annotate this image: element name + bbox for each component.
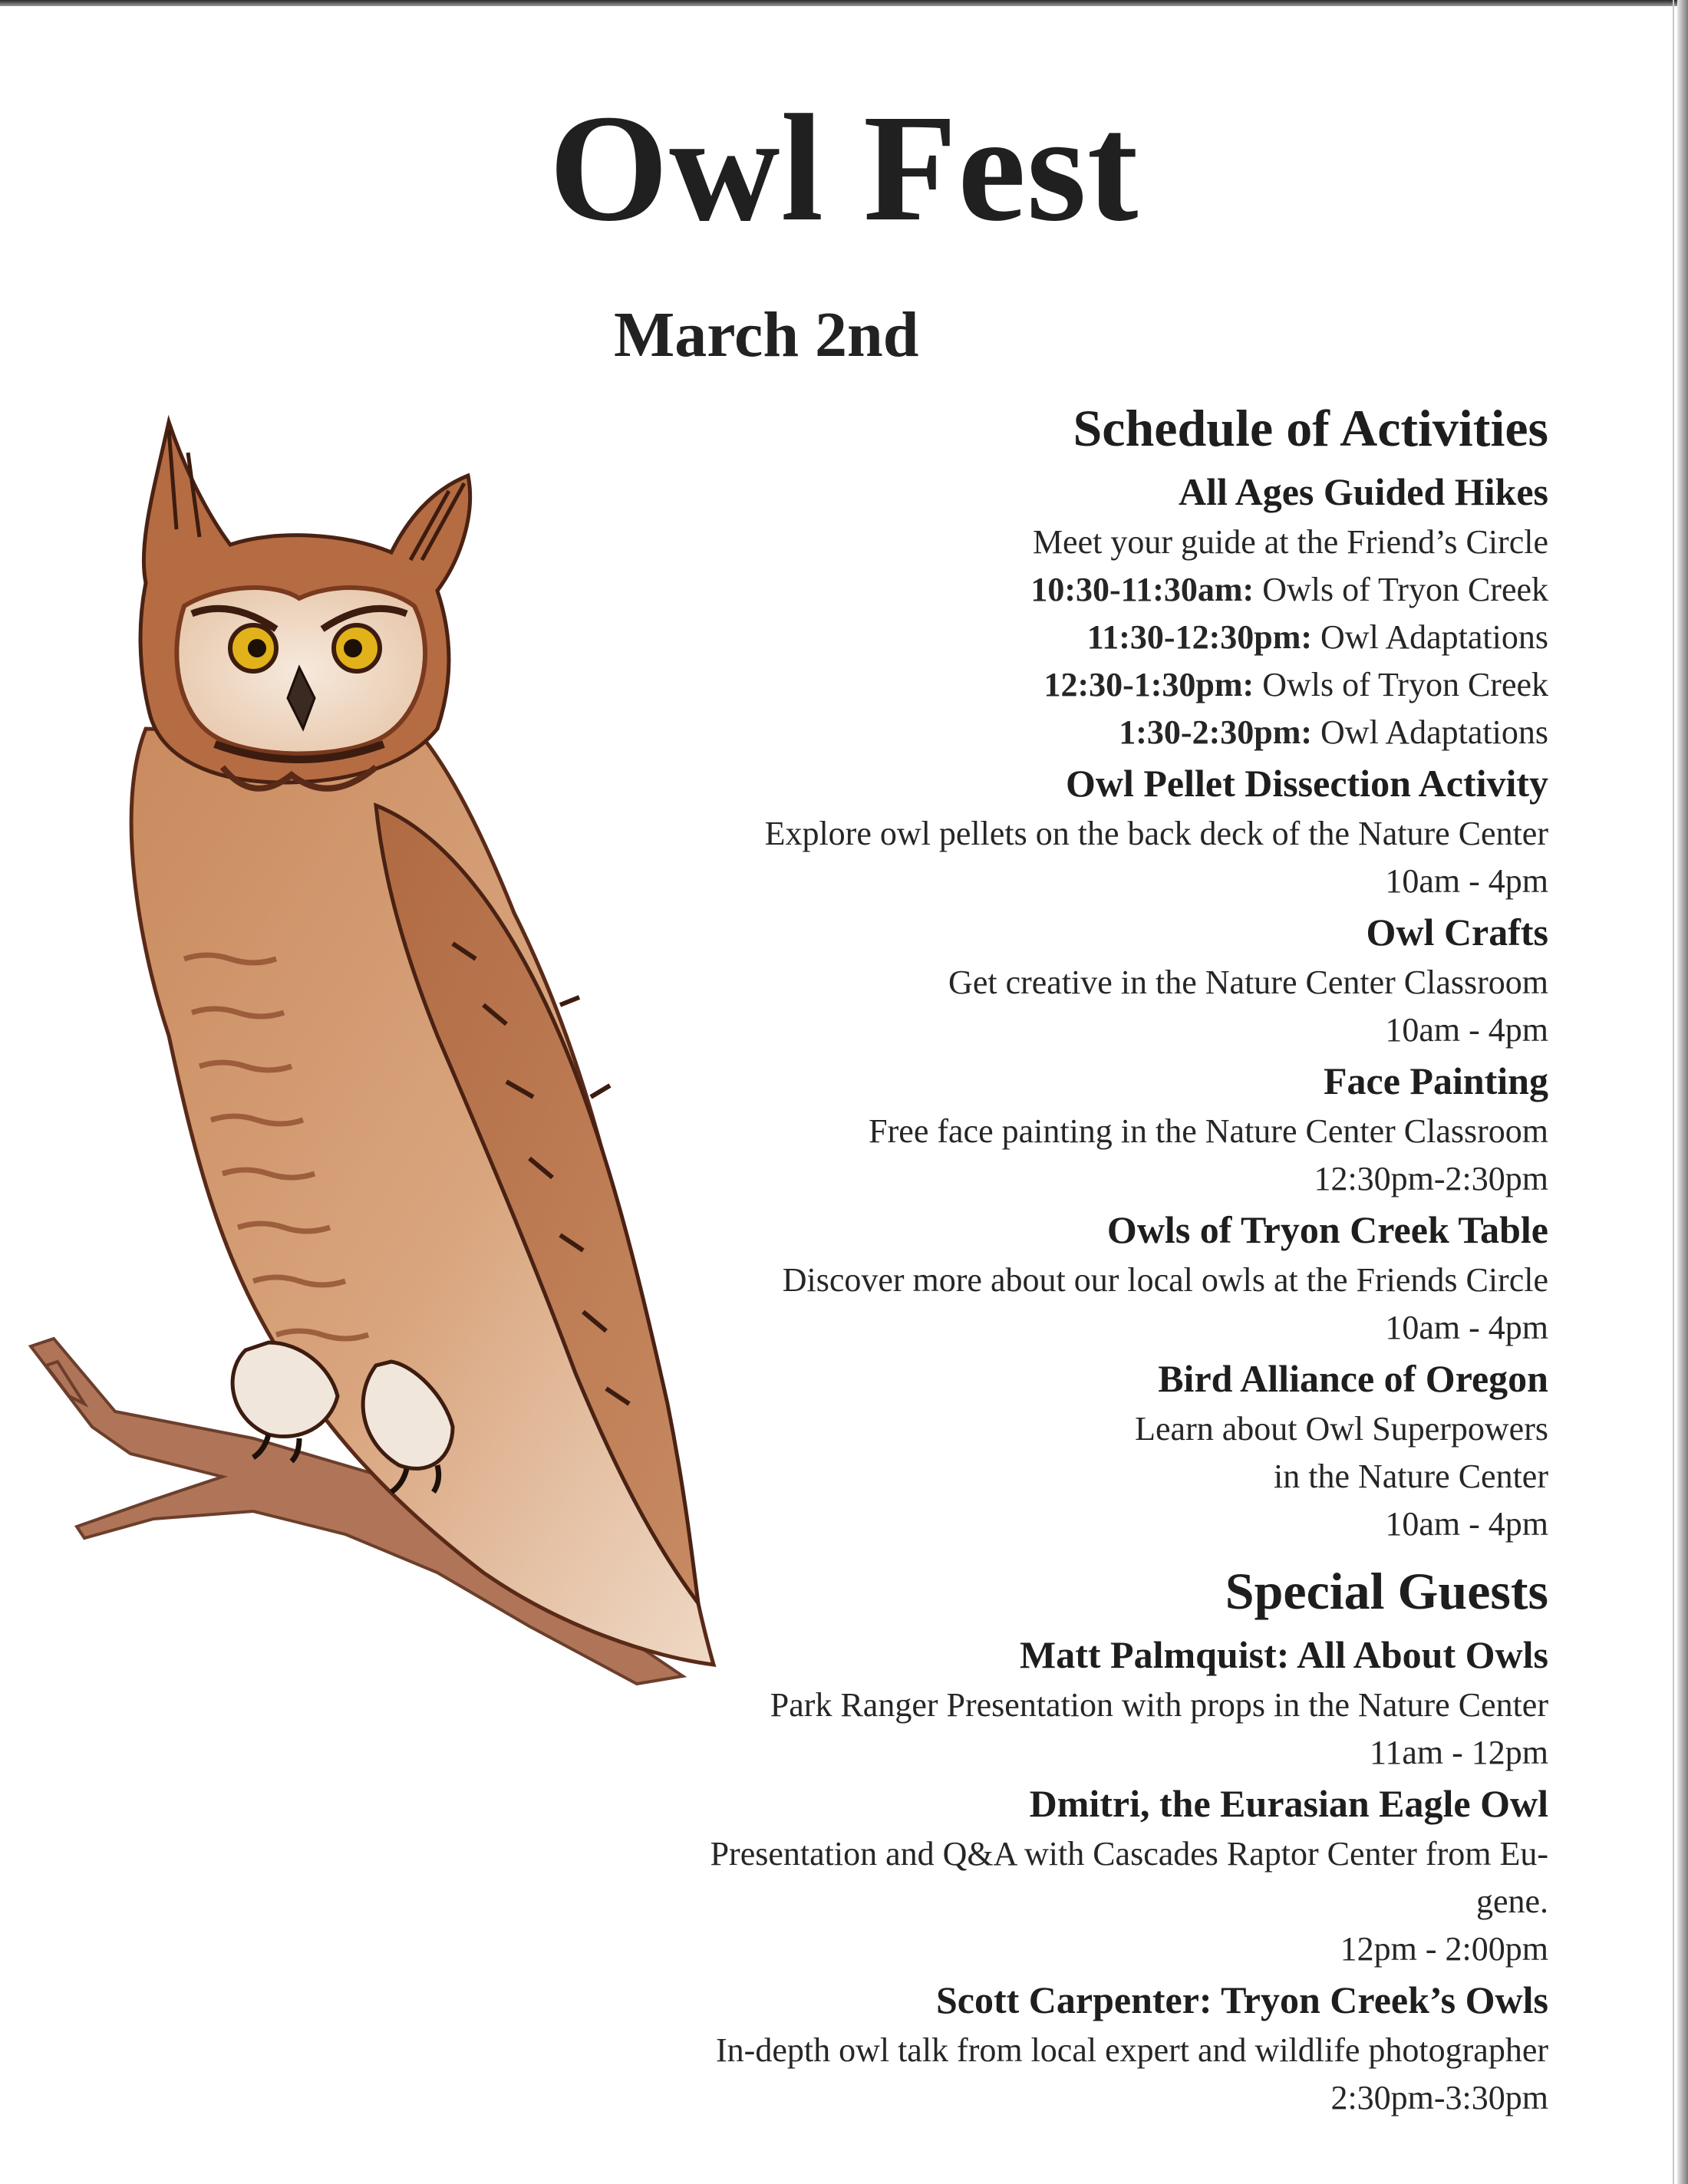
guest-matt-palmquist — [505, 1628, 1548, 1777]
guest-description: Park Ranger Presentation with props in the Nature Center — [770, 1686, 1548, 1724]
event-title: Owl Crafts — [1366, 911, 1548, 954]
event-tryon-creek-table — [505, 1203, 1548, 1352]
flyer-title: Owl Fest — [549, 84, 1139, 253]
guest-scott-carpenter — [505, 1973, 1548, 2122]
event-time: 10am - 4pm — [1385, 1309, 1548, 1346]
event-time: 12:30pm-2:30pm — [1314, 1160, 1548, 1197]
hike-time: 1:30-2:30pm: — [1119, 713, 1313, 751]
guest-time: 2:30pm-3:30pm — [1330, 2079, 1548, 2116]
guest-description: gene. — [1475, 1883, 1548, 1920]
guest-description: Presentation and Q&A with Cascades Raptor Center from Eu- — [710, 1835, 1548, 1873]
event-time: 10am - 4pm — [1385, 1011, 1548, 1049]
event-bird-alliance — [505, 1352, 1548, 1548]
hike-session — [505, 566, 1548, 614]
event-description: Discover more about our local owls at the Friends Circle — [782, 1261, 1548, 1299]
event-title: Owl Pellet Dissection Activity — [1065, 762, 1548, 805]
scan-edge-top — [0, 0, 1688, 6]
event-owl-crafts — [505, 905, 1548, 1054]
hike-session — [505, 661, 1548, 709]
hike-topic: Owl Adaptations — [1320, 618, 1548, 656]
hike-session — [505, 614, 1548, 661]
guided-hikes-description: Meet your guide at the Friend’s Circle — [1032, 523, 1548, 561]
hike-topic: Owl Adaptations — [1320, 713, 1548, 751]
event-description: Get creative in the Nature Center Classroom — [948, 964, 1548, 1001]
event-title: Owls of Tryon Creek Table — [1106, 1208, 1548, 1251]
scan-edge-right — [1677, 0, 1688, 2184]
hike-time: 12:30-1:30pm: — [1043, 666, 1254, 703]
event-title: Bird Alliance of Oregon — [1158, 1357, 1548, 1400]
event-description: in the Nature Center — [1274, 1458, 1548, 1495]
event-description: Explore owl pellets on the back deck of the Nature Center — [764, 815, 1548, 852]
event-face-painting — [505, 1054, 1548, 1203]
guest-dmitri — [505, 1777, 1548, 1973]
guided-hikes — [505, 465, 1548, 756]
special-guests-heading: Special Guests — [1225, 1562, 1548, 1620]
event-pellet-dissection — [505, 756, 1548, 905]
guest-time: 12pm - 2:00pm — [1340, 1930, 1548, 1968]
hike-time: 11:30-12:30pm: — [1086, 618, 1313, 656]
schedule-content — [505, 391, 1548, 2122]
event-date: March 2nd — [614, 299, 919, 371]
hike-time: 10:30-11:30am: — [1030, 571, 1254, 608]
event-description: Free face painting in the Nature Center Classroom — [869, 1112, 1548, 1150]
hike-topic: Owls of Tryon Creek — [1262, 571, 1548, 608]
event-title: Face Painting — [1323, 1059, 1548, 1102]
event-time: 10am - 4pm — [1385, 862, 1548, 900]
event-description: Learn about Owl Superpowers — [1135, 1410, 1548, 1448]
hike-session — [505, 709, 1548, 756]
schedule-heading: Schedule of Activities — [1073, 399, 1548, 457]
guest-time: 11am - 12pm — [1370, 1734, 1548, 1771]
guest-description: In-depth owl talk from local expert and wildlife photographer — [716, 2031, 1548, 2069]
hike-topic: Owls of Tryon Creek — [1262, 666, 1548, 703]
guest-title: Matt Palmquist: All About Owls — [1020, 1633, 1548, 1676]
guest-title: Scott Carpenter: Tryon Creek’s Owls — [935, 1978, 1548, 2021]
guest-title: Dmitri, the Eurasian Eagle Owl — [1029, 1782, 1548, 1825]
guided-hikes-title: All Ages Guided Hikes — [1178, 470, 1548, 513]
event-time: 10am - 4pm — [1385, 1505, 1548, 1543]
